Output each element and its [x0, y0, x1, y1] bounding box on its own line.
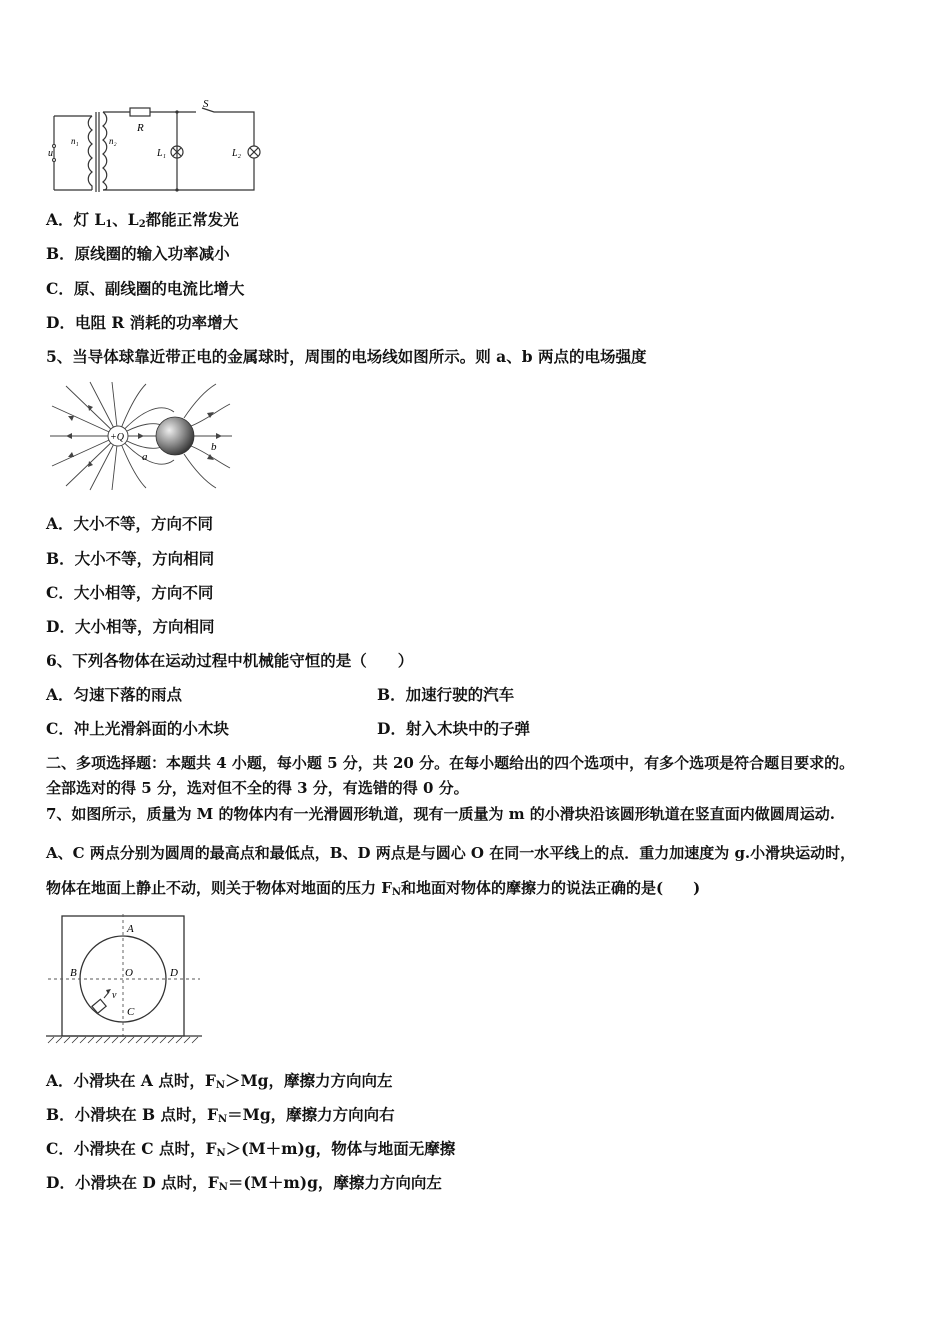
option-text: 大小不等，方向相同	[74, 549, 215, 568]
point-a-label: A	[127, 923, 134, 935]
velocity-label: v	[112, 990, 117, 1001]
n1-label: n₁	[71, 136, 79, 146]
subscript: 2	[138, 219, 146, 230]
subscript: N	[215, 1080, 225, 1091]
option-text: 小滑块在 B 点时，F	[74, 1105, 219, 1124]
option-text: 都能正常发光	[145, 210, 239, 229]
q4-option-a	[46, 210, 239, 235]
point-a-label: a	[142, 451, 148, 463]
option-text: ＝(M＋m)g，摩擦力方向向左	[227, 1173, 442, 1192]
option-key: A．	[46, 514, 74, 533]
q6-option-a	[46, 685, 182, 705]
option-key: B．	[46, 244, 75, 263]
option-text: 大小相等，方向不同	[73, 583, 214, 602]
section2-heading: 二、多项选择题：本题共 4 小题，每小题 5 分，共 20 分。在每小题给出的四个选项中，有多个选项是符合题目要求的。	[46, 754, 855, 772]
option-key: C．	[46, 1139, 74, 1158]
option-key: A．	[46, 210, 74, 229]
point-b-label: B	[70, 967, 77, 979]
transformer-core	[96, 112, 99, 192]
option-text: 大小相等，方向相同	[74, 617, 215, 636]
option-key: A．	[46, 685, 74, 704]
option-key: D．	[46, 1173, 75, 1192]
option-key: C．	[46, 583, 74, 602]
q5-option-d	[46, 617, 214, 637]
q5-stem: 5、当导体球靠近带正电的金属球时，周围的电场线如图所示。则 a、b 两点的电场强度	[46, 347, 647, 366]
option-key: B．	[46, 549, 75, 568]
q4-option-d	[46, 313, 238, 333]
q7-option-c	[46, 1139, 455, 1164]
option-key: C．	[46, 719, 74, 738]
stem-text: 物体在地面上静止不动，则关于物体对地面的压力 F	[46, 879, 392, 897]
option-text: 大小不等，方向不同	[73, 514, 214, 533]
option-text: ＞Mg，摩擦力方向向左	[225, 1071, 393, 1090]
q7-option-a	[46, 1071, 393, 1096]
point-b-label: b	[211, 441, 217, 453]
option-text: ＝Mg，摩擦力方向向右	[227, 1105, 395, 1124]
option-key: B．	[377, 685, 406, 704]
q4-option-c	[46, 279, 244, 299]
secondary-coil	[103, 112, 107, 190]
resistor-symbol	[130, 108, 150, 116]
q6-option-c	[46, 719, 229, 739]
option-text: 小滑块在 C 点时，F	[73, 1139, 217, 1158]
q6-option-b	[377, 685, 514, 705]
q5-option-c	[46, 583, 213, 603]
q4-option-b	[46, 244, 230, 264]
resistor-label: R	[137, 122, 144, 134]
conductor-sphere	[156, 417, 194, 455]
subscript: N	[216, 1148, 226, 1159]
u-label: u	[48, 148, 53, 159]
option-text: 灯 L	[73, 210, 106, 229]
option-text: 冲上光滑斜面的小木块	[73, 719, 229, 738]
option-key: B．	[46, 1105, 75, 1124]
option-key: A．	[46, 1071, 74, 1090]
option-text: 小滑块在 A 点时，F	[73, 1071, 216, 1090]
charge-label: +Q	[110, 432, 124, 443]
subscript: N	[218, 1114, 228, 1125]
q7-stem-line1: 7、如图所示，质量为 M 的物体内有一光滑圆形轨道，现有一质量为 m 的小滑块沿该圆形轨道在竖直面内做圆周运动.	[46, 805, 836, 823]
q6-option-d	[377, 719, 530, 739]
option-key: D．	[46, 617, 75, 636]
switch-label: S	[203, 98, 209, 110]
ground-hatch	[48, 1037, 198, 1043]
option-text: 原、副线圈的电流比增大	[73, 279, 245, 298]
option-text: 射入木块中的子弹	[405, 719, 530, 738]
option-text: 、L	[112, 210, 139, 229]
option-key: D．	[377, 719, 406, 738]
subscript: N	[218, 1182, 228, 1193]
primary-coil	[88, 116, 92, 190]
option-text: ＞(M＋m)g，物体与地面无摩擦	[225, 1139, 456, 1158]
center-o-label: O	[125, 967, 133, 979]
q7-option-d	[46, 1173, 442, 1198]
q7-stem-line3	[46, 878, 700, 903]
circular-track-figure	[44, 912, 204, 1044]
q5-option-a	[46, 514, 213, 534]
option-key: D．	[46, 313, 75, 332]
electric-field-figure	[46, 380, 236, 492]
l2-label: L₂	[232, 148, 242, 159]
option-key: C．	[46, 279, 74, 298]
option-text: 匀速下落的雨点	[73, 685, 183, 704]
q7-stem-line2: A、C 两点分别为圆周的最高点和最低点，B、D 两点是与圆心 O 在同一水平线上的点．重力加速度为 g.小滑块运动时，	[46, 844, 856, 862]
q5-option-b	[46, 549, 214, 569]
section2-instructions: 全部选对的得 5 分，选对但不全的得 3 分，有选错的得 0 分。	[46, 779, 469, 797]
subscript: 1	[105, 219, 113, 230]
option-text: 加速行驶的汽车	[405, 685, 515, 704]
point-d-label: D	[170, 967, 178, 979]
transformer-circuit-figure	[44, 98, 264, 196]
q6-stem: 6、下列各物体在运动过程中机械能守恒的是（ ）	[46, 651, 414, 670]
subscript: N	[391, 887, 402, 898]
q7-option-b	[46, 1105, 395, 1130]
option-text: 小滑块在 D 点时，F	[74, 1173, 219, 1192]
n2-label: n₂	[109, 136, 117, 146]
option-text: 电阻 R 消耗的功率增大	[74, 313, 239, 332]
l1-label: L₁	[157, 148, 167, 159]
option-text: 原线圈的输入功率减小	[74, 244, 230, 263]
stem-text: 和地面对物体的摩擦力的说法正确的是( )	[401, 879, 701, 897]
point-c-label: C	[127, 1006, 135, 1018]
